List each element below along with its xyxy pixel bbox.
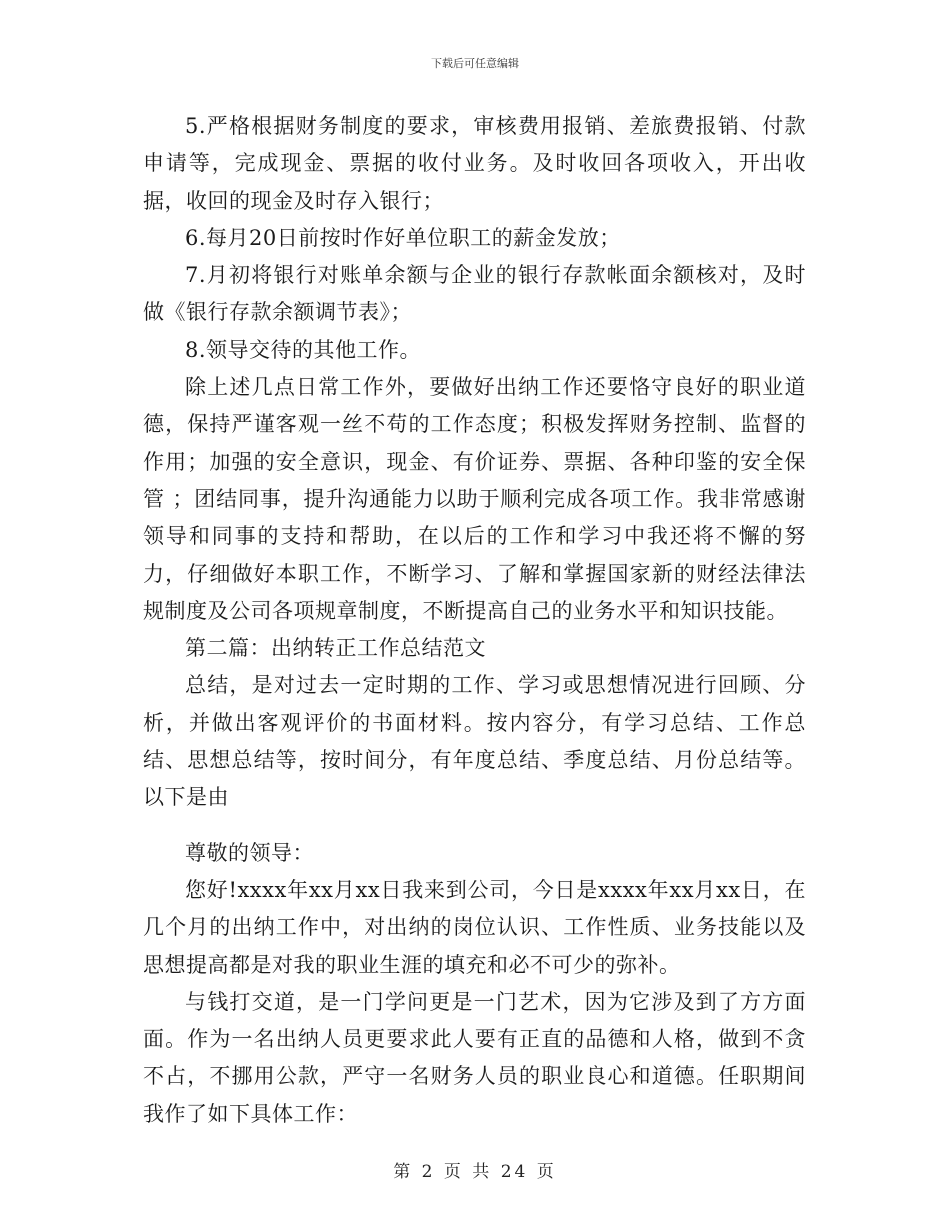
paragraph-item-7: 7.月初将银行对账单余额与企业的银行存款帐面余额核对，及时做《银行存款余额调节表》； <box>143 263 806 325</box>
page-number: 第 2 页 共 24 页 <box>393 1162 557 1182</box>
page-header: 下载后可任意编辑 <box>431 57 519 70</box>
paragraph-item-8: 8.领导交待的其他工作。 <box>185 337 422 362</box>
paragraph-item-5: 5.严格根据财务制度的要求，审核费用报销、差旅费报销、付款申请等，完成现金、票据的收付业务。及时收回各项收入，开出收据，收回的现金及时存入银行； <box>143 114 806 213</box>
paragraph-summary: 除上述几点日常工作外，要做好出纳工作还要恪守良好的职业道德，保持严谨客观一丝不苟的工作态度；积极发挥财务控制、监督的作用；加强的安全意识，现金、有价证券、票据、各种印鉴的安全保管 ；团结同事，提升沟通能力以助于顺利完成各项工作。我非常感谢领导和同事的支持和帮助，在以后的工作和学习中我还将不懈的努力，仔细做好本职工作，不断学习、了解和掌握国家新的财经法律法规制度及公司各项规章制度，不断提高自己的业务水平和知识技能。 <box>143 375 806 623</box>
section-heading: 第二篇：出纳转正工作总结范文 <box>185 636 486 661</box>
paragraph-definition: 总结，是对过去一定时期的工作、学习或思想情况进行回顾、分析，并做出客观评价的书面材料。按内容分，有学习总结、工作总结、思想总结等，按时间分，有年度总结、季度总结、月份总结等。以下是由 <box>143 673 806 810</box>
paragraph-greeting: 您好!xxxx年xx月xx日我来到公司，今日是xxxx年xx月xx日，在几个月的出纳工作中，对出纳的岗位认识、工作性质、业务技能以及思想提高都是对我的职业生涯的填充和必不可少的弥补。 <box>143 877 806 977</box>
salutation: 尊敬的领导： <box>185 840 314 865</box>
paragraph-money: 与钱打交道，是一门学问更是一门艺术，因为它涉及到了方方面面。作为一名出纳人员更要求此人要有正直的品德和人格，做到不贪不占，不挪用公款，严守一名财务人员的职业良心和道德。任职期间我作了如下具体工作： <box>143 989 806 1126</box>
document-body <box>143 108 806 1133</box>
paragraph-item-6: 6.每月20日前按时作好单位职工的薪金发放； <box>185 225 621 250</box>
